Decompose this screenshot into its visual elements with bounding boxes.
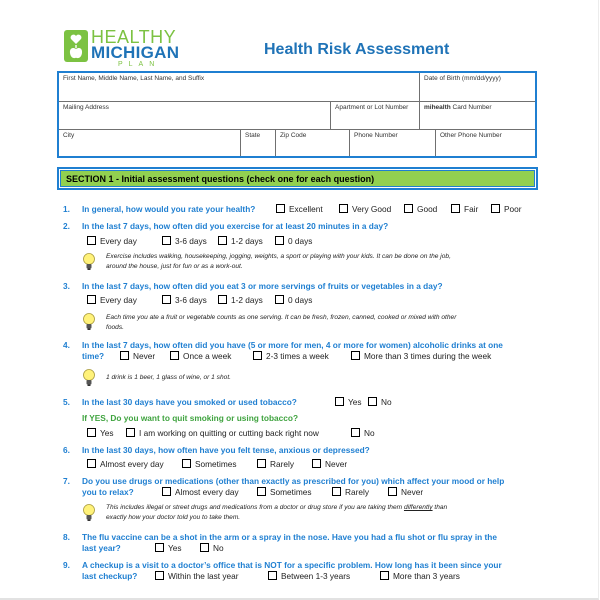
- option-label: 3-6 days: [175, 236, 207, 246]
- option-good[interactable]: [404, 204, 437, 215]
- checkbox[interactable]: [339, 204, 348, 213]
- city-field[interactable]: [59, 130, 241, 156]
- question-6-text: In the last 30 days, how often have you felt tense, anxious or depressed?: [82, 445, 370, 455]
- checkbox[interactable]: [268, 571, 277, 580]
- option-label: Good: [417, 204, 438, 214]
- option-no[interactable]: [200, 543, 224, 554]
- tip-line: Exercise includes walking, housekeeping, jogging, weights, a sport or playing with your kids. It can be done on the job,: [106, 253, 451, 260]
- checkbox[interactable]: [257, 487, 266, 496]
- option-label: 1-2 days: [231, 236, 263, 246]
- option-every-day[interactable]: [87, 295, 137, 306]
- option-followup-no[interactable]: [351, 428, 375, 439]
- option-yes[interactable]: [335, 397, 362, 408]
- option-rarely[interactable]: [257, 459, 294, 470]
- tip-line: foods.: [106, 324, 124, 331]
- option-label: Very Good: [352, 204, 392, 214]
- option-label: No: [364, 428, 375, 438]
- member-info-grid: [57, 71, 537, 158]
- question-2-text: In the last 7 days, how often did you exercise for at least 20 minutes in a day?: [82, 221, 389, 231]
- checkbox[interactable]: [368, 397, 377, 406]
- checkbox[interactable]: [87, 295, 96, 304]
- logo-text-healthy: HEALTHY: [91, 27, 177, 47]
- logo-text-michigan: MICHIGAN: [91, 43, 180, 62]
- option-label: Sometimes: [195, 459, 237, 469]
- option-label: Once a week: [183, 351, 232, 361]
- option-1-2-days[interactable]: [218, 236, 263, 247]
- question-number: 1.: [63, 204, 70, 214]
- card-number-label: Card Number: [450, 104, 492, 111]
- city-label: City: [63, 132, 75, 139]
- question-number: 6.: [63, 445, 70, 455]
- checkbox[interactable]: [87, 459, 96, 468]
- question-4-text: In the last 7 days, how often did you have (5 or more for men, 4 or more for women) alcoholic drinks at one: [82, 340, 503, 350]
- page-title: Health Risk Assessment: [264, 41, 450, 58]
- question-number: 4.: [63, 340, 70, 350]
- other-phone-field[interactable]: [436, 130, 535, 156]
- option-0-days[interactable]: [275, 295, 312, 306]
- checkbox[interactable]: [380, 571, 389, 580]
- option-rarely[interactable]: [332, 487, 369, 498]
- option-every-day[interactable]: [87, 236, 137, 247]
- lightbulb-icon: [82, 369, 96, 387]
- option-label: 0 days: [288, 236, 313, 246]
- checkbox[interactable]: [275, 236, 284, 245]
- question-8-text: The flu vaccine can be a shot in the arm or a spray in the nose. Have you had a flu shot or flu spray in the: [82, 532, 497, 542]
- checkbox[interactable]: [332, 487, 341, 496]
- checkbox[interactable]: [351, 351, 360, 360]
- option-label: Yes: [100, 428, 114, 438]
- checkbox[interactable]: [312, 459, 321, 468]
- card-prefix-label: mihealth: [424, 104, 451, 111]
- option-3-6-days[interactable]: [162, 295, 207, 306]
- apple-icon: [69, 45, 83, 59]
- checkbox[interactable]: [162, 236, 171, 245]
- option-label: More than 3 years: [393, 571, 460, 581]
- option-never[interactable]: [312, 459, 347, 470]
- option-label: Every day: [100, 295, 137, 305]
- option-label: Excellent: [289, 204, 323, 214]
- option-more-than-3-years[interactable]: [380, 571, 460, 582]
- option-label: Never: [133, 351, 156, 361]
- checkbox[interactable]: [218, 295, 227, 304]
- tip-emphasis: differently: [403, 504, 433, 511]
- checkbox[interactable]: [404, 204, 413, 213]
- option-1-2-days[interactable]: [218, 295, 263, 306]
- option-label: Within the last year: [168, 571, 239, 581]
- option-label: Every day: [100, 236, 137, 246]
- option-label: 1-2 days: [231, 295, 263, 305]
- option-label: Almost every day: [100, 459, 164, 469]
- question-4-text-cont: time?: [82, 351, 105, 361]
- checkbox[interactable]: [253, 351, 262, 360]
- option-very-good[interactable]: [339, 204, 391, 215]
- tip-line: exactly how your doctor told you to take them.: [106, 514, 241, 521]
- option-label: Rarely: [345, 487, 369, 497]
- option-yes[interactable]: [155, 543, 182, 554]
- dob-label: Date of Birth (mm/dd/yyyy): [424, 75, 501, 82]
- phone-label: Phone Number: [354, 132, 398, 139]
- option-sometimes[interactable]: [257, 487, 312, 498]
- tip-text: [106, 252, 451, 272]
- tip-text: [106, 503, 447, 523]
- checkbox[interactable]: [182, 459, 191, 468]
- option-sometimes[interactable]: [182, 459, 237, 470]
- full-name-label: First Name, Middle Name, Last Name, and Suffix: [63, 75, 205, 82]
- checkbox[interactable]: [276, 204, 285, 213]
- checkbox[interactable]: [120, 351, 129, 360]
- option-label: Rarely: [270, 459, 294, 469]
- option-0-days[interactable]: [275, 236, 312, 247]
- tip-line: than: [432, 504, 448, 511]
- option-label: 0 days: [288, 295, 313, 305]
- option-almost-every-day[interactable]: [87, 459, 164, 470]
- lightbulb-icon: [82, 504, 96, 522]
- checkbox[interactable]: [126, 428, 135, 437]
- mailing-address-label: Mailing Address: [63, 104, 109, 111]
- option-1-3-years[interactable]: [268, 571, 350, 582]
- option-label: 3-6 days: [175, 295, 207, 305]
- checkbox[interactable]: [257, 459, 266, 468]
- option-once-a-week[interactable]: [170, 351, 231, 362]
- option-followup-yes[interactable]: [87, 428, 114, 439]
- mailing-address-field[interactable]: [59, 102, 331, 130]
- option-poor[interactable]: [491, 204, 522, 215]
- option-label: I am working on quitting or cutting back right now: [139, 428, 319, 438]
- option-label: Between 1-3 years: [281, 571, 351, 581]
- question-number: 7.: [63, 476, 70, 486]
- checkbox[interactable]: [87, 428, 96, 437]
- option-followup-working-on-it[interactable]: [126, 428, 319, 439]
- tip-line: This includes illegal or street drugs and medications from a doctor or drug store if you are taking them: [106, 504, 404, 511]
- section-header: [57, 167, 538, 190]
- lightbulb-icon: [82, 253, 96, 271]
- full-name-field[interactable]: [59, 73, 420, 102]
- zip-field[interactable]: [276, 130, 350, 156]
- checkbox[interactable]: [388, 487, 397, 496]
- option-label: Yes: [168, 543, 182, 553]
- option-label: Almost every day: [175, 487, 239, 497]
- logo-text-plan: PLAN: [118, 61, 161, 68]
- state-label: State: [245, 132, 261, 139]
- checkbox[interactable]: [162, 295, 171, 304]
- checkbox[interactable]: [155, 571, 164, 580]
- question-8-text-cont: last year?: [82, 543, 121, 553]
- checkbox[interactable]: [162, 487, 171, 496]
- option-label: Poor: [504, 204, 522, 214]
- option-3-6-days[interactable]: [162, 236, 207, 247]
- checkbox[interactable]: [335, 397, 344, 406]
- option-almost-every-day[interactable]: [162, 487, 239, 498]
- dob-field[interactable]: [420, 73, 535, 102]
- apartment-label: Apartment or Lot Number: [335, 104, 409, 111]
- option-fair[interactable]: [451, 204, 478, 215]
- option-never[interactable]: [120, 351, 155, 362]
- option-label: Never: [401, 487, 424, 497]
- option-label: Sometimes: [270, 487, 312, 497]
- question-number: 9.: [63, 560, 70, 570]
- question-number: 2.: [63, 221, 70, 231]
- checkbox[interactable]: [351, 428, 360, 437]
- lightbulb-icon: [82, 313, 96, 331]
- question-9-text: A checkup is a visit to a doctor’s office that is NOT for a specific problem. How long has it been since your: [82, 560, 502, 570]
- question-7-text-cont: you to relax?: [82, 487, 134, 497]
- question-1-text: In general, how would you rate your health?: [82, 204, 256, 214]
- option-never[interactable]: [388, 487, 423, 498]
- section-title: SECTION 1 - Initial assessment questions (check one for each question): [60, 170, 535, 187]
- question-number: 5.: [63, 397, 70, 407]
- tip-line: around the house, just for fun or as a work-out.: [106, 263, 243, 270]
- option-label: No: [213, 543, 224, 553]
- logo-icon: [64, 30, 88, 62]
- option-label: No: [381, 397, 392, 407]
- option-label: Never: [325, 459, 348, 469]
- checkbox[interactable]: [170, 351, 179, 360]
- question-number: 3.: [63, 281, 70, 291]
- option-excellent[interactable]: [276, 204, 323, 215]
- option-label: Fair: [464, 204, 479, 214]
- option-2-3-times[interactable]: [253, 351, 329, 362]
- phone-field[interactable]: [350, 130, 436, 156]
- checkbox[interactable]: [200, 543, 209, 552]
- question-5-text: In the last 30 days have you smoked or used tobacco?: [82, 397, 297, 407]
- checkbox[interactable]: [87, 236, 96, 245]
- zip-label: Zip Code: [280, 132, 307, 139]
- option-within-last-year[interactable]: [155, 571, 239, 582]
- tip-text: 1 drink is 1 beer, 1 glass of wine, or 1 shot.: [106, 374, 231, 381]
- checkbox[interactable]: [491, 204, 500, 213]
- question-3-text: In the last 7 days, how often did you eat 3 or more servings of fruits or vegetables in a day?: [82, 281, 443, 291]
- heart-icon: [70, 34, 82, 44]
- tip-text: [106, 313, 456, 333]
- checkbox[interactable]: [275, 295, 284, 304]
- question-5-followup: If YES, Do you want to quit smoking or using tobacco?: [82, 413, 299, 423]
- card-number-field[interactable]: [420, 102, 535, 130]
- question-9-text-cont: last checkup?: [82, 571, 138, 581]
- question-number: 8.: [63, 532, 70, 542]
- option-no[interactable]: [368, 397, 392, 408]
- option-label: More than 3 times during the week: [364, 351, 492, 361]
- question-7-text: Do you use drugs or medications (other than exactly as prescribed for you) which affect your mood or help: [82, 476, 505, 486]
- tip-line: Each time you ate a fruit or vegetable counts as one serving. It can be fresh, frozen, canned, cooked or mixed with other: [106, 314, 457, 321]
- option-label: 2-3 times a week: [266, 351, 329, 361]
- option-more-than-3[interactable]: [351, 351, 491, 362]
- other-phone-label: Other Phone Number: [440, 132, 502, 139]
- apartment-field[interactable]: [331, 102, 420, 130]
- option-label: Yes: [348, 397, 362, 407]
- checkbox[interactable]: [451, 204, 460, 213]
- state-field[interactable]: [241, 130, 276, 156]
- checkbox[interactable]: [155, 543, 164, 552]
- checkbox[interactable]: [218, 236, 227, 245]
